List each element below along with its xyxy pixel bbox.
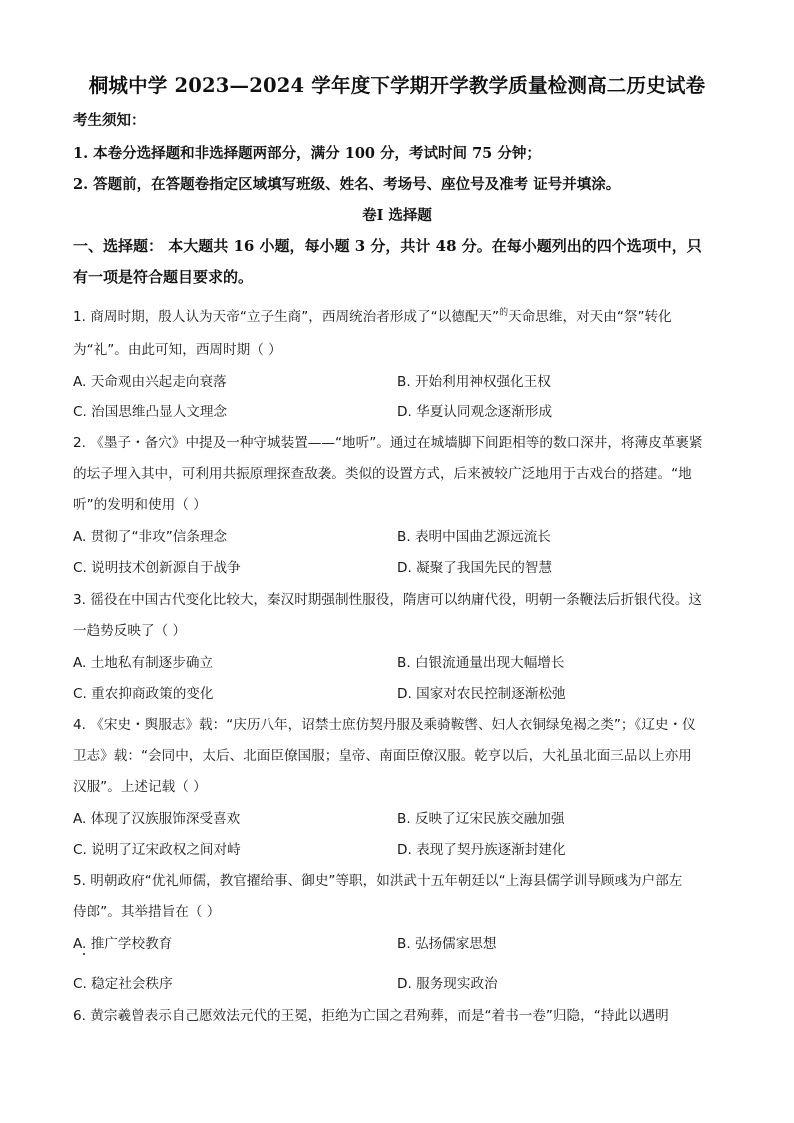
exam-title: 桐城中学 2023—2024 学年度下学期开学教学质量检测高二历史试卷 (88, 74, 706, 97)
notice-item-1: 1. 本卷分选择题和非选择题两部分，满分 100 分，考试时间 75 分钟； (73, 145, 541, 162)
question-5-option-b[interactable]: B. 弘扬儒家思想 (397, 936, 497, 952)
question-3-stem-line-2: 一趋势反映了（ ） (73, 623, 187, 639)
notice-item-2: 2. 答题前，在答题卷指定区域填写班级、姓名、考场号、座位号及准考 证号并填涂。 (73, 176, 621, 193)
question-2-stem-line-2: 的坛子埋入其中，可利用共振原理探查敌袭。类似的设置方式，后来被较广泛地用于古戏台的搭建。“地 (73, 466, 692, 482)
section-title: 卷Ⅰ 选择题 (362, 207, 432, 224)
stray-dot-mark (83, 953, 85, 955)
question-3-option-c[interactable]: C. 重农抑商政策的变化 (73, 686, 214, 702)
question-3-option-b[interactable]: B. 白银流通量出现大幅增长 (397, 655, 565, 671)
question-2-option-d[interactable]: D. 凝聚了我国先民的智慧 (397, 560, 553, 576)
question-1-stem-line-1 (73, 305, 672, 325)
question-4-option-c[interactable]: C. 说明了辽宋政权之间对峙 (73, 842, 241, 858)
question-5-stem-line-2: 侍郎”。其举措旨在（ ） (73, 904, 221, 920)
question-2-option-c[interactable]: C. 说明技术创新源自于战争 (73, 560, 241, 576)
question-4-option-a[interactable]: A. 体现了汉族服饰深受喜欢 (73, 811, 241, 827)
section-instruction-line-1: 一、选择题： 本大题共 16 小题，每小题 3 分，共计 48 分。在每小题列出的四个选项中，只 (73, 237, 702, 255)
question-1-option-a[interactable]: A. 天命观由兴起走向衰落 (73, 374, 227, 390)
question-1-stem-part-b: 天命思维，对天由“祭”转化 (508, 309, 672, 325)
question-1-stem-part-a: 1. 商周时期，殷人认为天帝“立子生商”，西周统治者形成了“以德配天” (73, 309, 500, 325)
question-1-stem-superscript: 的 (499, 308, 509, 318)
question-5-option-d[interactable]: D. 服务现实政治 (397, 976, 498, 992)
question-6-stem-line-1: 6. 黄宗羲曾表示自己愿效法元代的王冕，拒绝为亡国之君殉葬，而是“着书一卷”归隐，“持此以遇明 (73, 1008, 669, 1024)
question-5-stem-line-1: 5. 明朝政府“优礼师儒，教官擢给事、御史”等职，如洪武十五年朝廷以“上海县儒学训导顾彧为户部左 (73, 873, 683, 889)
question-3-option-a[interactable]: A. 土地私有制逐步确立 (73, 655, 214, 671)
section-instruction-line-2: 有一项是符合题目要求的。 (73, 268, 254, 286)
question-1-stem-line-2: 为“礼”。由此可知，西周时期（ ） (73, 342, 282, 358)
question-4-option-d[interactable]: D. 表现了契丹族逐渐封建化 (397, 842, 566, 858)
question-4-stem-line-1: 4. 《宋史・舆服志》载：“庆历八年，诏禁士庶仿契丹服及乘骑鞍辔、妇人衣铜绿兔褐之类”；《辽史・仪 (73, 717, 696, 733)
question-5-option-a[interactable]: A. 推广学校教育 (73, 936, 173, 952)
question-1-option-c[interactable]: C. 治国思维凸显人文理念 (73, 404, 228, 420)
question-1-option-d[interactable]: D. 华夏认同观念逐渐形成 (397, 404, 553, 420)
question-2-option-a[interactable]: A. 贯彻了“非攻”信条理念 (73, 529, 228, 545)
notice-heading: 考生须知： (73, 112, 146, 129)
question-4-stem-line-2: 卫志》载：“会同中，太后、北面臣僚国服；皇帝、南面臣僚汉服。乾亨以后，大礼虽北面三品以上亦用 (73, 748, 692, 764)
question-2-option-b[interactable]: B. 表明中国曲艺源远流长 (397, 529, 551, 545)
question-3-stem-line-1: 3. 徭役在中国古代变化比较大，秦汉时期强制性服役，隋唐可以纳庸代役，明朝一条鞭法后折银代役。这 (73, 592, 703, 608)
question-2-stem-line-3: 听”的发明和使用（ ） (73, 497, 207, 513)
question-3-option-d[interactable]: D. 国家对农民控制逐渐松弛 (397, 686, 566, 702)
question-2-stem-line-1: 2. 《墨子・备穴》中提及一种守城装置——“地听”。通过在城墙脚下间距相等的数口深井，将薄皮革裹紧 (73, 435, 703, 451)
question-4-option-b[interactable]: B. 反映了辽宋民族交融加强 (397, 811, 565, 827)
question-5-option-c[interactable]: C. 稳定社会秩序 (73, 976, 173, 992)
question-4-stem-line-3: 汉服”。上述记载（ ） (73, 779, 207, 795)
question-1-option-b[interactable]: B. 开始利用神权强化王权 (397, 374, 551, 390)
